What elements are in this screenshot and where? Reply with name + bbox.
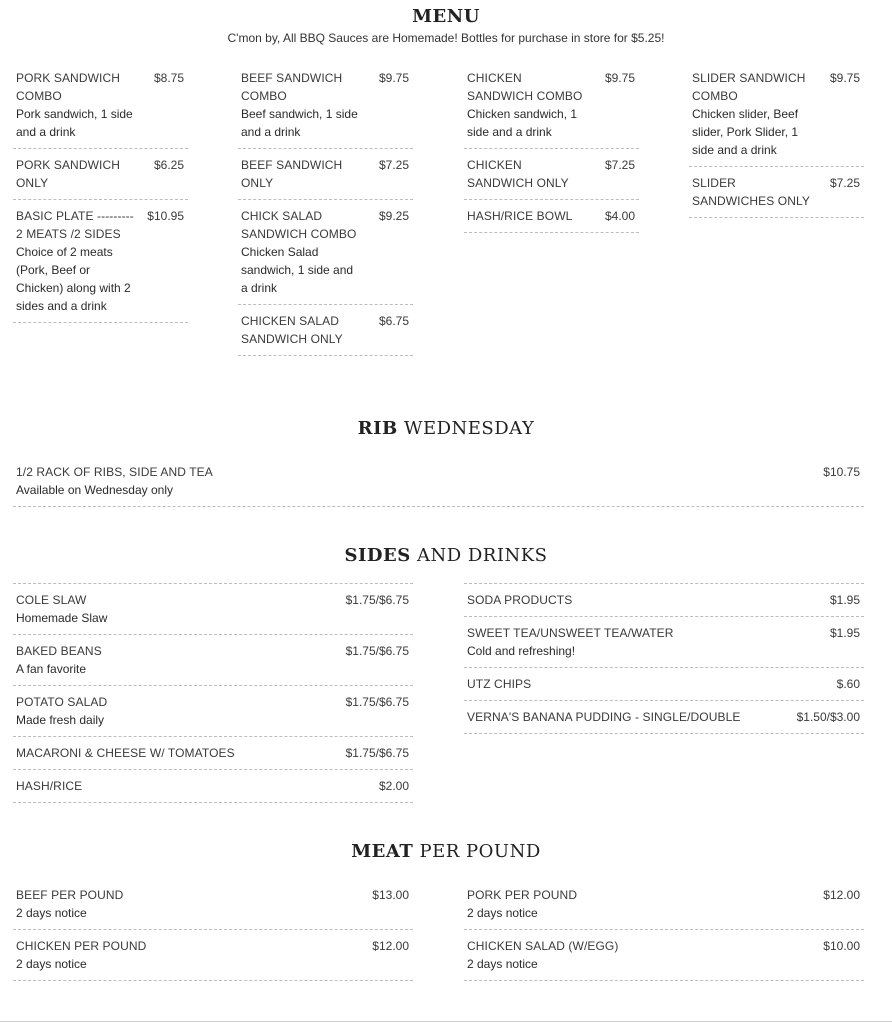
menu-item-price: $13.00 <box>372 888 409 902</box>
sides-title-rest: AND DRINKS <box>410 545 548 566</box>
menu-item <box>689 62 864 167</box>
menu-item <box>464 149 639 200</box>
sides-right-list <box>464 583 864 734</box>
menu-item <box>464 701 864 734</box>
menu-item <box>464 62 639 149</box>
menu-item-price: $6.75 <box>378 314 409 328</box>
menu-item-name: POTATO SALAD <box>16 695 108 709</box>
menu-title <box>0 6 892 27</box>
menu-item-name: CHICKEN SANDWICH COMBO <box>467 71 583 103</box>
menu-item-price: $7.25 <box>604 158 635 172</box>
menu-item-price: $9.25 <box>378 209 409 223</box>
menu-item <box>464 668 864 701</box>
meat-right-list <box>464 879 864 981</box>
menu-item <box>13 149 188 200</box>
sides-title-bold: SIDES <box>344 545 411 566</box>
menu-item-price: $1.75/$6.75 <box>345 593 409 607</box>
menu-item-description: 2 days notice <box>467 906 538 920</box>
menu-item-name: SODA PRODUCTS <box>467 593 573 607</box>
menu-column-2 <box>238 62 413 356</box>
menu-item <box>13 583 413 635</box>
rib-title-rest: WEDNESDAY <box>397 418 535 439</box>
menu-item-name: HASH/RICE <box>16 779 83 793</box>
menu-item-name: CHICK SALAD SANDWICH COMBO <box>241 209 357 241</box>
menu-item <box>689 167 864 218</box>
meat-title-bold: MEAT <box>351 841 414 862</box>
menu-item-name: CHICKEN SALAD SANDWICH ONLY <box>241 314 343 346</box>
page-bottom-divider <box>0 1021 892 1022</box>
menu-item-price: $12.00 <box>823 888 860 902</box>
menu-item-description: Available on Wednesday only <box>16 483 173 497</box>
menu-column-3 <box>464 62 639 233</box>
menu-item-price: $9.75 <box>604 71 635 85</box>
menu-item <box>464 200 639 233</box>
menu-item-price: $1.75/$6.75 <box>345 746 409 760</box>
menu-item-name: SLIDER SANDWICH COMBO <box>692 71 806 103</box>
meat-title <box>0 841 892 862</box>
menu-subtitle: C'mon by, All BBQ Sauces are Homemade! Bottles for purchase in store for $5.25! <box>227 31 665 45</box>
menu-item-name: SWEET TEA/UNSWEET TEA/WATER <box>467 626 674 640</box>
menu-item-name: VERNA'S BANANA PUDDING - SINGLE/DOUBLE <box>467 710 741 724</box>
menu-item-description: A fan favorite <box>16 662 87 676</box>
meat-title-rest: PER POUND <box>413 841 541 862</box>
menu-item-name: BAKED BEANS <box>16 644 102 658</box>
menu-item-name: CHICKEN SANDWICH ONLY <box>467 158 569 190</box>
menu-column-4 <box>689 62 864 218</box>
menu-item-price: $10.75 <box>823 465 860 479</box>
menu-item <box>13 737 413 770</box>
menu-item <box>464 617 864 668</box>
menu-item-name: SLIDER SANDWICHES ONLY <box>692 176 810 208</box>
menu-item-name: MACARONI & CHEESE W/ TOMATOES <box>16 746 235 760</box>
menu-item-price: $1.95 <box>829 626 860 640</box>
menu-item <box>13 930 413 981</box>
menu-item-price: $9.75 <box>829 71 860 85</box>
menu-item <box>13 62 188 149</box>
menu-item-name: CHICKEN SALAD (W/EGG) <box>467 939 619 953</box>
meat-left-list <box>13 879 413 981</box>
menu-item-description: Pork sandwich, 1 side and a drink <box>16 107 133 139</box>
menu-item <box>238 305 413 356</box>
menu-item-name: BEEF PER POUND <box>16 888 124 902</box>
menu-item <box>13 879 413 930</box>
menu-item-name: BASIC PLATE --------- 2 MEATS /2 SIDES <box>16 209 134 241</box>
menu-item-price: $1.50/$3.00 <box>796 710 860 724</box>
menu-item-name: BEEF SANDWICH COMBO <box>241 71 343 103</box>
menu-item-description: Made fresh daily <box>16 713 105 727</box>
menu-item <box>13 456 864 507</box>
menu-item-description: Homemade Slaw <box>16 611 108 625</box>
menu-item-description: Cold and refreshing! <box>467 644 576 658</box>
menu-item-price: $.60 <box>836 677 860 691</box>
menu-item-price: $7.25 <box>829 176 860 190</box>
menu-item-name: BEEF SANDWICH ONLY <box>241 158 343 190</box>
menu-item-price: $12.00 <box>372 939 409 953</box>
sides-left-list <box>13 583 413 803</box>
menu-item-name: CHICKEN PER POUND <box>16 939 147 953</box>
menu-item-price: $2.00 <box>378 779 409 793</box>
menu-item-price: $10.00 <box>823 939 860 953</box>
menu-item-description: 2 days notice <box>16 957 87 971</box>
menu-item-name: HASH/RICE BOWL <box>467 209 573 223</box>
menu-item-name: PORK PER POUND <box>467 888 578 902</box>
menu-item <box>13 686 413 737</box>
menu-item-price: $7.25 <box>378 158 409 172</box>
menu-item-description: Chicken sandwich, 1 side and a drink <box>467 107 578 139</box>
menu-item-price: $6.25 <box>153 158 184 172</box>
menu-item-name: 1/2 RACK OF RIBS, SIDE AND TEA <box>16 465 213 479</box>
menu-item-description: Chicken slider, Beef slider, Pork Slider, 1 side and a drink <box>692 107 799 157</box>
sides-title <box>0 545 892 566</box>
menu-item-name: COLE SLAW <box>16 593 87 607</box>
menu-item-price: $1.95 <box>829 593 860 607</box>
menu-item-price: $1.75/$6.75 <box>345 695 409 709</box>
menu-item <box>13 770 413 803</box>
menu-item-name: UTZ CHIPS <box>467 677 532 691</box>
menu-title-bold: MENU <box>412 6 480 27</box>
menu-item <box>238 200 413 305</box>
menu-item <box>464 583 864 617</box>
menu-item <box>464 930 864 981</box>
menu-item-price: $4.00 <box>604 209 635 223</box>
menu-item-name: PORK SANDWICH ONLY <box>16 158 120 190</box>
menu-item <box>238 62 413 149</box>
menu-item-price: $8.75 <box>153 71 184 85</box>
menu-item <box>13 200 188 323</box>
menu-item-description: 2 days notice <box>16 906 87 920</box>
menu-item-price: $10.95 <box>147 209 184 223</box>
rib-title <box>0 418 892 439</box>
menu-item-description: Chicken Salad sandwich, 1 side and a drink <box>241 245 354 295</box>
menu-item <box>464 879 864 930</box>
menu-column-1 <box>13 62 188 323</box>
menu-item-name: PORK SANDWICH COMBO <box>16 71 120 103</box>
menu-item <box>238 149 413 200</box>
menu-item-price: $9.75 <box>378 71 409 85</box>
menu-item-description: 2 days notice <box>467 957 538 971</box>
menu-item-price: $1.75/$6.75 <box>345 644 409 658</box>
menu-item-description: Choice of 2 meats (Pork, Beef or Chicken) along with 2 sides and a drink <box>16 245 131 313</box>
rib-title-bold: RIB <box>357 418 398 439</box>
menu-item-description: Beef sandwich, 1 side and a drink <box>241 107 358 139</box>
menu-item <box>13 635 413 686</box>
rib-list <box>13 456 864 507</box>
